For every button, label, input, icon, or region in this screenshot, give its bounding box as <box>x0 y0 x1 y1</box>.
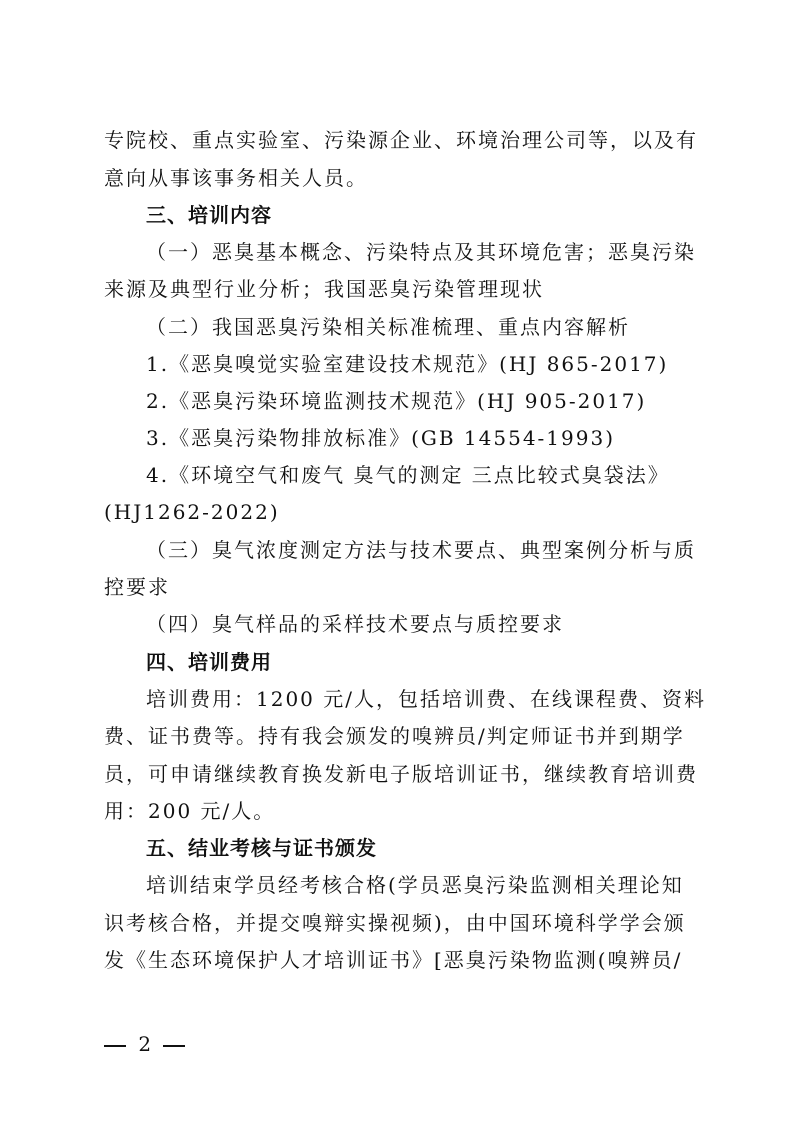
body-line: 培训费用：1200 元/人，包括培训费、在线课程费、资料 <box>146 687 706 711</box>
dash-left-icon <box>104 1045 126 1047</box>
section-heading: 五、结业考核与证书颁发 <box>146 836 377 860</box>
body-line: 培训结束学员经考核合格(学员恶臭污染监测相关理论知 <box>146 873 684 897</box>
dash-right-icon <box>163 1045 185 1047</box>
body-line: 员，可申请继续教育换发新电子版培训证书，继续教育培训费 <box>104 762 698 786</box>
body-line: 发《生态环境保护人才培训证书》[恶臭污染物监测(嗅辨员/ <box>104 948 683 972</box>
section-heading: 三、培训内容 <box>146 203 272 227</box>
list-item: 1.《恶臭嗅觉实验室建设技术规范》(HJ 865-2017) <box>146 352 669 376</box>
section-heading: 四、培训费用 <box>146 650 272 674</box>
list-item: 4.《环境空气和废气 臭气的测定 三点比较式臭袋法》 <box>146 463 670 487</box>
body-line: 用：200 元/人。 <box>104 799 276 823</box>
list-item: 2.《恶臭污染环境监测技术规范》(HJ 905-2017) <box>146 389 647 413</box>
body-line: （一）恶臭基本概念、污染特点及其环境危害；恶臭污染 <box>146 240 696 264</box>
page-number: 2 <box>138 1032 152 1056</box>
body-line: 识考核合格，并提交嗅辩实操视频)，由中国环境科学学会颁 <box>104 911 686 935</box>
body-line: (HJ1262-2022) <box>104 500 280 524</box>
body-line: （三）臭气浓度测定方法与技术要点、典型案例分析与质 <box>146 538 696 562</box>
body-line: （二）我国恶臭污染相关标准梳理、重点内容解析 <box>146 315 630 339</box>
body-line: 意向从事该事务相关人员。 <box>104 166 368 190</box>
body-line: （四）臭气样品的采样技术要点与质控要求 <box>146 612 564 636</box>
body-line: 控要求 <box>104 575 170 599</box>
list-item: 3.《恶臭污染物排放标准》(GB 14554-1993) <box>146 426 615 450</box>
body-line: 专院校、重点实验室、污染源企业、环境治理公司等，以及有 <box>104 128 698 152</box>
body-line: 来源及典型行业分析；我国恶臭污染管理现状 <box>104 277 544 301</box>
page-number-footer <box>104 1032 185 1056</box>
body-line: 费、证书费等。持有我会颁发的嗅辨员/判定师证书并到期学 <box>104 724 685 748</box>
